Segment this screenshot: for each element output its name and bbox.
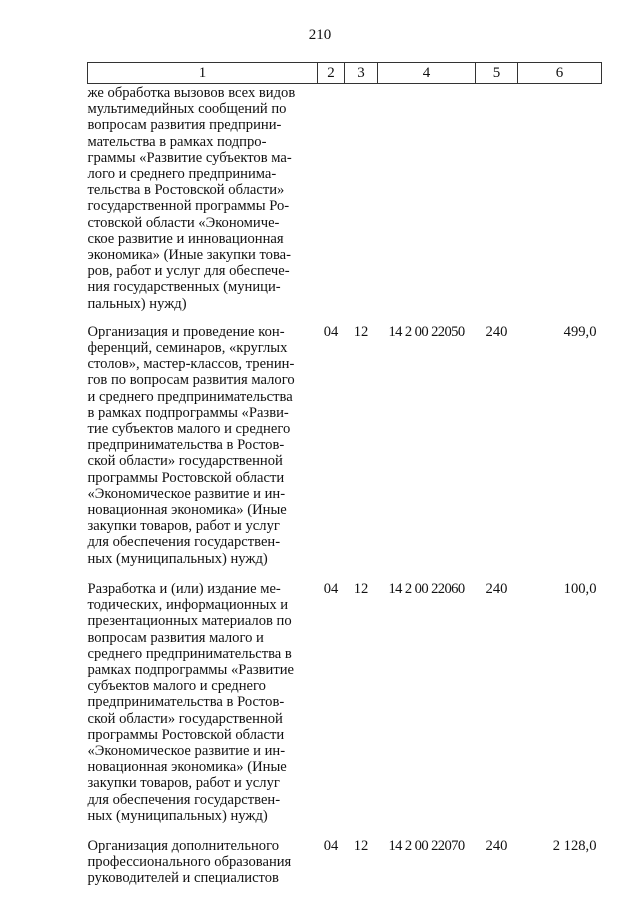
table-row [88, 581, 602, 838]
row-subsection: 12 [353, 580, 369, 597]
row-subsection: 12 [353, 323, 369, 340]
column-header-3: 3 [345, 63, 378, 84]
row-subsection: 12 [353, 837, 369, 854]
table-row [88, 84, 602, 324]
row-amount [518, 84, 602, 324]
table-header-row [88, 63, 602, 84]
row-expense-type: 240 [485, 837, 508, 854]
column-header-6: 6 [518, 63, 602, 84]
row-description: Организация дополнительного профессионального образования руководителей и специалистов [87, 837, 292, 887]
row-expense-type: 240 [485, 323, 508, 340]
row-description: Разработка и (или) издание ме- тодических, информационных и презентационных материалов по вопросам развития малого и среднего предпринимательства в рамках подпрограммы «Развитие субъектов малого и среднего предпринимательства в Ростов- ской области» государственной программы Ростовской области «Экономическое развитие и ин- новационная экономика» (Иные закупки товаров, работ и услуг для обеспечения государствен- ных (муниципальных) нужд) [87, 580, 295, 824]
table-row [88, 838, 602, 901]
table-row [88, 324, 602, 581]
row-amount: 2 128,0 [552, 837, 597, 854]
column-header-5: 5 [476, 63, 518, 84]
row-section: 04 [323, 580, 339, 597]
row-section: 04 [323, 837, 339, 854]
row-amount: 100,0 [563, 580, 597, 597]
row-subsection [345, 84, 378, 324]
row-section [318, 84, 345, 324]
column-header-2: 2 [318, 63, 345, 84]
column-header-1: 1 [88, 63, 318, 84]
row-target-code [378, 84, 476, 324]
row-description: Организация и проведение кон- ференций, семинаров, «круглых столов», мастер-классов, тренин- гов по вопросам развития малого и среднего предпринимательства в рамках подпрограммы «Разви- тие субъектов малого и среднего предпринимательства в Ростов- ской области» государственной программы Ростовской области «Экономическое развитие и ин- новационная экономика» (Иные закупки товаров, работ и услуг для обеспечения государствен- ных (муниципальных) нужд) [87, 323, 295, 567]
column-header-4: 4 [378, 63, 476, 84]
budget-table [87, 62, 602, 901]
row-description: же обработка вызовов всех видов мультимедийных сообщений по вопросам развития предприни- мательства в рамках подпро- граммы «Развитие субъектов ма- лого и среднего предпринима- тельства в Ростовской области» государственной программы Ро- стовской области «Экономиче- ское развитие и инновационная экономика» (Иные закупки това- ров, работ и услуг для обеспече- ния государственных (муници- пальных) нужд) [87, 85, 296, 312]
row-target-code: 14 2 00 22050 [388, 323, 465, 340]
row-target-code: 14 2 00 22060 [388, 580, 465, 597]
row-amount: 499,0 [563, 323, 597, 340]
row-target-code: 14 2 00 22070 [388, 837, 465, 854]
page-number: 210 [308, 27, 332, 43]
row-expense-type: 240 [485, 580, 508, 597]
row-expense-type [476, 84, 518, 324]
row-section: 04 [323, 323, 339, 340]
